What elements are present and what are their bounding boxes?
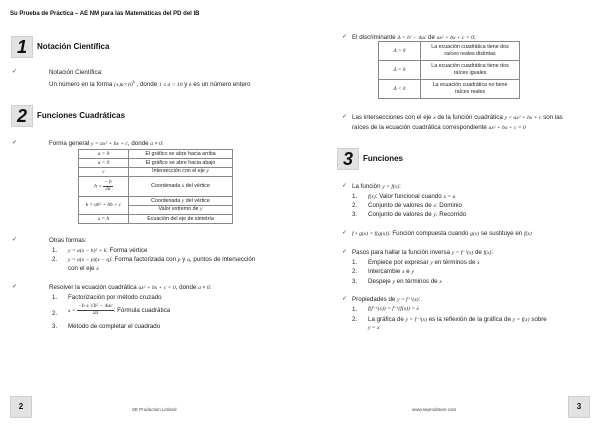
table-row [79, 150, 233, 159]
table-cell: a > 0 [79, 150, 129, 159]
table-cell: El gráfico se abre hacia arriba [129, 150, 233, 159]
list-number: 1. [52, 294, 58, 301]
table-cell: Coordenada x del vértice [129, 177, 233, 197]
table-cell: La ecuación cuadrática no tiene raíces reales [421, 80, 520, 99]
list-item: Conjunto de valores de y: Recorrido [368, 211, 467, 218]
list-item: Despeje y en términos de x [368, 278, 442, 285]
table-row [379, 80, 520, 99]
table-cell: k = ah² + bh + c [79, 197, 129, 215]
footer-publisher: SE Production Limited [132, 407, 177, 413]
properties-line: Propiedades de y = f⁻¹(x): [352, 296, 421, 303]
section-title: Funciones [363, 154, 404, 163]
check-icon: ✓ [342, 114, 348, 120]
section-1-header [11, 36, 109, 58]
section-2-header [11, 105, 125, 127]
header-title: Su Prueba de Práctica – AE NM para las Matemáticas del PD del IB [10, 11, 200, 17]
list-item: Intercambie x e y [368, 268, 414, 275]
other-forms-label: Otras formas: [49, 237, 87, 244]
table-cell: Intersección con el eje y [129, 168, 233, 177]
table-row [379, 61, 520, 80]
table-cell: La ecuación cuadrática tiene dos raíces iguales [421, 61, 520, 80]
table-cell: Coordenada y del vértice Valor extremo de y [129, 197, 233, 215]
list-item: La gráfica de y = f⁻¹(x) es la reflexión de la gráfica de y = f(x) sobre [368, 316, 547, 323]
table-cell: El gráfico se abre hacia abajo [129, 159, 233, 168]
list-number: 1. [352, 306, 358, 313]
check-icon: ✓ [342, 183, 348, 189]
section-3-header [337, 148, 403, 170]
quadratic-properties-table [78, 149, 233, 224]
table-row [79, 215, 233, 224]
check-icon: ✓ [342, 34, 348, 40]
list-item: f(x): Valor funcional cuando x = a [368, 193, 456, 200]
list-item-continuation: y = x [368, 325, 380, 331]
fraction: $\frac{- b}{2a}$ [104, 179, 112, 192]
list-item: y = a(x − p)(x − q): Forma factorizada con p y q, puntos de intersección [68, 256, 256, 263]
table-row [79, 197, 233, 215]
quadratic-formula: x = $\frac{\text{−b ± √b² − 4ac}}{2a}$ : Fórmula cuadrática [68, 303, 171, 316]
table-row [379, 42, 520, 61]
list-number: 2. [352, 316, 358, 323]
list-number: 1. [352, 259, 358, 266]
section-title: Funciones Cuadráticas [37, 111, 126, 120]
list-number: 3. [352, 278, 358, 285]
list-number: 2. [352, 268, 358, 275]
list-item: Factorización por método cruzado [68, 294, 162, 301]
list-number: 3. [352, 211, 358, 218]
table-cell: Ecuación del eje de simetría [129, 215, 233, 224]
list-number: 1. [352, 193, 358, 200]
composite-function-line: f ∘ g(x) = f(g(x)): Función compuesta cuando g(x) se sustituye en f(x) [352, 230, 532, 237]
table-cell: x = h [79, 215, 129, 224]
sci-notation-definition: Un número en la forma $(\pm)a\times 10^k$ , donde 1 ≤ a < 10 y k es un número entero [49, 79, 251, 89]
check-icon: ✓ [342, 230, 348, 236]
list-number: 1. [52, 247, 58, 254]
table-cell: Δ < 0 [379, 80, 421, 99]
table-cell: La ecuación cuadrática tiene dos raíces reales distintas [421, 42, 520, 61]
section-number-badge: 1 [11, 36, 33, 58]
list-item: Empiece por expresar y en términos de x [368, 259, 480, 266]
discriminant-line: El discriminante Δ = b² − 4ac de ax² + bx + c = 0: [352, 34, 476, 41]
check-icon: ✓ [12, 237, 18, 243]
solve-quadratic-line: Resolver la ecuación cuadrática ax² + bx + c = 0, donde a ≠ 0: [49, 284, 212, 291]
table-cell: c [79, 168, 129, 177]
page-number-badge: 3 [568, 396, 590, 418]
list-item: y = a(x − h)² + k: Forma vértice [68, 247, 148, 254]
function-line: La función y = f(x): [352, 183, 401, 190]
check-icon: ✓ [342, 249, 348, 255]
table-cell: Δ > 0 [379, 42, 421, 61]
inverse-function-line: Pasos para hallar la función inversa y = f⁻¹(x) de f(x): [352, 249, 494, 256]
list-item-continuation: con el eje x [68, 265, 99, 272]
fraction: $\frac{\text{−b ± √b² − 4ac}}{2a}$ [78, 303, 113, 316]
list-number: 3. [52, 323, 58, 330]
check-icon: ✓ [342, 296, 348, 302]
list-item: Método de completar el cuadrado [68, 323, 161, 330]
intersections-line-2: raíces de la ecuación cuadrática correspondiente ax² + bx + c = 0 [352, 124, 526, 131]
item-label: Notación Científica: [49, 69, 103, 76]
list-number: 2. [52, 310, 58, 317]
table-cell: a < 0 [79, 159, 129, 168]
table-row [79, 177, 233, 197]
intersections-line: Las intersecciones con el eje x de la función cuadrática y = ax² + bx + c son las [352, 114, 563, 121]
table-row [79, 159, 233, 168]
table-row [79, 168, 233, 177]
discriminant-table [378, 41, 520, 99]
check-icon: ✓ [12, 284, 18, 290]
check-icon: ✓ [12, 140, 18, 146]
table-cell: h = $\frac{- b}{2a}$ [79, 177, 129, 197]
list-number: 2. [352, 202, 358, 209]
section-number-badge: 2 [11, 105, 33, 127]
list-number: 2. [52, 256, 58, 263]
table-cell: Δ = 0 [379, 61, 421, 80]
general-form-line: Forma general y = ax² + bx + c, donde a ≠ 0: [49, 140, 164, 147]
check-icon: ✓ [12, 69, 18, 75]
footer-website: www.seprodstore.com [412, 407, 457, 413]
page-number-badge: 2 [10, 396, 32, 418]
list-item: f(f⁻¹(x)) = f⁻¹(f(x)) = x [368, 306, 419, 312]
right-page [300, 0, 600, 424]
section-title: Notación Científica [37, 42, 110, 51]
section-number-badge: 3 [337, 148, 359, 170]
list-item: Conjunto de valores de x: Dominio [368, 202, 462, 209]
